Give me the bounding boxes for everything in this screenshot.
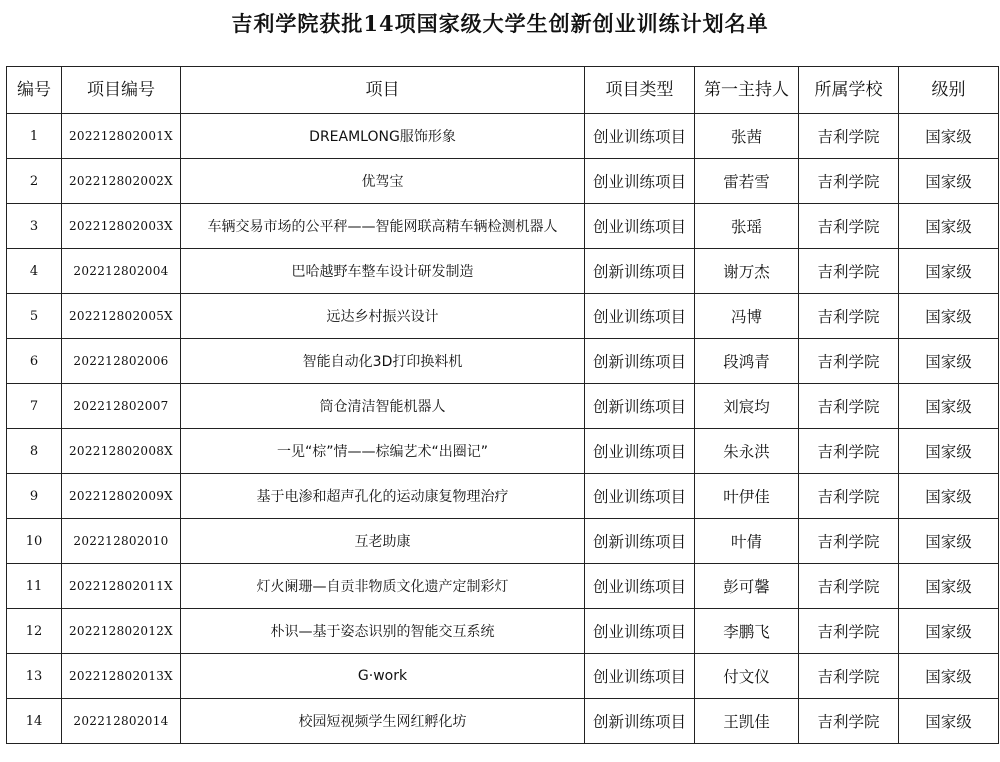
table-body [7, 114, 999, 744]
cell-host: 李鹏飞 [695, 609, 799, 654]
table-row [7, 519, 999, 564]
cell-type: 创新训练项目 [585, 384, 695, 429]
table-row [7, 114, 999, 159]
cell-code: 202212802008X [62, 429, 181, 474]
cell-project: G·work [181, 654, 585, 699]
cell-level: 国家级 [899, 114, 999, 159]
cell-project: 校园短视频学生网红孵化坊 [181, 699, 585, 744]
cell-host: 张茜 [695, 114, 799, 159]
cell-project: 远达乡村振兴设计 [181, 294, 585, 339]
cell-school: 吉利学院 [799, 204, 899, 249]
header-school: 所属学校 [799, 67, 899, 114]
cell-host: 叶倩 [695, 519, 799, 564]
cell-no: 13 [7, 654, 62, 699]
cell-school: 吉利学院 [799, 474, 899, 519]
cell-school: 吉利学院 [799, 609, 899, 654]
cell-host: 雷若雪 [695, 159, 799, 204]
cell-host: 彭可馨 [695, 564, 799, 609]
cell-type: 创新训练项目 [585, 249, 695, 294]
cell-no: 6 [7, 339, 62, 384]
table-row [7, 249, 999, 294]
table-row [7, 699, 999, 744]
table-row [7, 609, 999, 654]
header-host: 第一主持人 [695, 67, 799, 114]
cell-code: 202212802009X [62, 474, 181, 519]
cell-school: 吉利学院 [799, 384, 899, 429]
cell-type: 创业训练项目 [585, 474, 695, 519]
cell-level: 国家级 [899, 654, 999, 699]
cell-project: 一见“棕”情——棕编艺术“出圈记” [181, 429, 585, 474]
cell-level: 国家级 [899, 384, 999, 429]
cell-no: 14 [7, 699, 62, 744]
cell-host: 张瑶 [695, 204, 799, 249]
cell-no: 11 [7, 564, 62, 609]
table-row [7, 204, 999, 249]
cell-no: 7 [7, 384, 62, 429]
cell-level: 国家级 [899, 699, 999, 744]
cell-code: 202212802005X [62, 294, 181, 339]
cell-no: 3 [7, 204, 62, 249]
cell-school: 吉利学院 [799, 339, 899, 384]
cell-level: 国家级 [899, 609, 999, 654]
cell-level: 国家级 [899, 519, 999, 564]
cell-no: 10 [7, 519, 62, 564]
table-row [7, 159, 999, 204]
cell-project: 巴哈越野车整车设计研发制造 [181, 249, 585, 294]
cell-school: 吉利学院 [799, 114, 899, 159]
cell-school: 吉利学院 [799, 159, 899, 204]
cell-project: 优驾宝 [181, 159, 585, 204]
header-type: 项目类型 [585, 67, 695, 114]
table-row [7, 474, 999, 519]
header-level: 级别 [899, 67, 999, 114]
cell-school: 吉利学院 [799, 654, 899, 699]
cell-school: 吉利学院 [799, 699, 899, 744]
cell-code: 202212802013X [62, 654, 181, 699]
cell-host: 朱永洪 [695, 429, 799, 474]
table-row [7, 654, 999, 699]
cell-level: 国家级 [899, 474, 999, 519]
cell-type: 创业训练项目 [585, 429, 695, 474]
table-row [7, 564, 999, 609]
cell-code: 202212802014 [62, 699, 181, 744]
cell-code: 202212802007 [62, 384, 181, 429]
table-row [7, 429, 999, 474]
cell-level: 国家级 [899, 159, 999, 204]
cell-project: 互老助康 [181, 519, 585, 564]
cell-school: 吉利学院 [799, 564, 899, 609]
cell-no: 4 [7, 249, 62, 294]
cell-project: 筒仓清洁智能机器人 [181, 384, 585, 429]
cell-project: 灯火阑珊—自贡非物质文化遗产定制彩灯 [181, 564, 585, 609]
cell-no: 2 [7, 159, 62, 204]
cell-level: 国家级 [899, 339, 999, 384]
cell-code: 202212802001X [62, 114, 181, 159]
header-code: 项目编号 [62, 67, 181, 114]
cell-no: 9 [7, 474, 62, 519]
cell-type: 创新训练项目 [585, 699, 695, 744]
cell-host: 刘宸均 [695, 384, 799, 429]
cell-project: 基于电渗和超声孔化的运动康复物理治疗 [181, 474, 585, 519]
cell-level: 国家级 [899, 204, 999, 249]
cell-no: 12 [7, 609, 62, 654]
cell-no: 8 [7, 429, 62, 474]
cell-host: 王凯佳 [695, 699, 799, 744]
header-project: 项目 [181, 67, 585, 114]
cell-school: 吉利学院 [799, 294, 899, 339]
page-title: 吉利学院获批14项国家级大学生创新创业训练计划名单 [231, 11, 769, 36]
cell-school: 吉利学院 [799, 429, 899, 474]
cell-host: 付文仪 [695, 654, 799, 699]
project-table [6, 66, 999, 744]
cell-code: 202212802006 [62, 339, 181, 384]
header-row [7, 67, 999, 114]
cell-type: 创业训练项目 [585, 159, 695, 204]
table-row [7, 294, 999, 339]
cell-project: 朴识—基于姿态识别的智能交互系统 [181, 609, 585, 654]
cell-code: 202212802002X [62, 159, 181, 204]
cell-no: 5 [7, 294, 62, 339]
cell-no: 1 [7, 114, 62, 159]
cell-project: DREAMLONG服饰形象 [181, 114, 585, 159]
table-row [7, 339, 999, 384]
cell-type: 创新训练项目 [585, 339, 695, 384]
cell-level: 国家级 [899, 564, 999, 609]
cell-school: 吉利学院 [799, 249, 899, 294]
cell-code: 202212802011X [62, 564, 181, 609]
cell-host: 段鸿青 [695, 339, 799, 384]
cell-level: 国家级 [899, 249, 999, 294]
cell-host: 冯博 [695, 294, 799, 339]
cell-project: 车辆交易市场的公平秤——智能网联高精车辆检测机器人 [181, 204, 585, 249]
cell-code: 202212802004 [62, 249, 181, 294]
cell-host: 叶伊佳 [695, 474, 799, 519]
cell-type: 创业训练项目 [585, 654, 695, 699]
cell-project: 智能自动化3D打印换料机 [181, 339, 585, 384]
cell-type: 创业训练项目 [585, 204, 695, 249]
header-no: 编号 [7, 67, 62, 114]
cell-school: 吉利学院 [799, 519, 899, 564]
cell-code: 202212802003X [62, 204, 181, 249]
cell-type: 创业训练项目 [585, 564, 695, 609]
cell-host: 谢万杰 [695, 249, 799, 294]
cell-code: 202212802010 [62, 519, 181, 564]
cell-type: 创新训练项目 [585, 519, 695, 564]
cell-type: 创业训练项目 [585, 609, 695, 654]
table-row [7, 384, 999, 429]
cell-code: 202212802012X [62, 609, 181, 654]
cell-level: 国家级 [899, 294, 999, 339]
cell-level: 国家级 [899, 429, 999, 474]
cell-type: 创业训练项目 [585, 114, 695, 159]
cell-type: 创业训练项目 [585, 294, 695, 339]
